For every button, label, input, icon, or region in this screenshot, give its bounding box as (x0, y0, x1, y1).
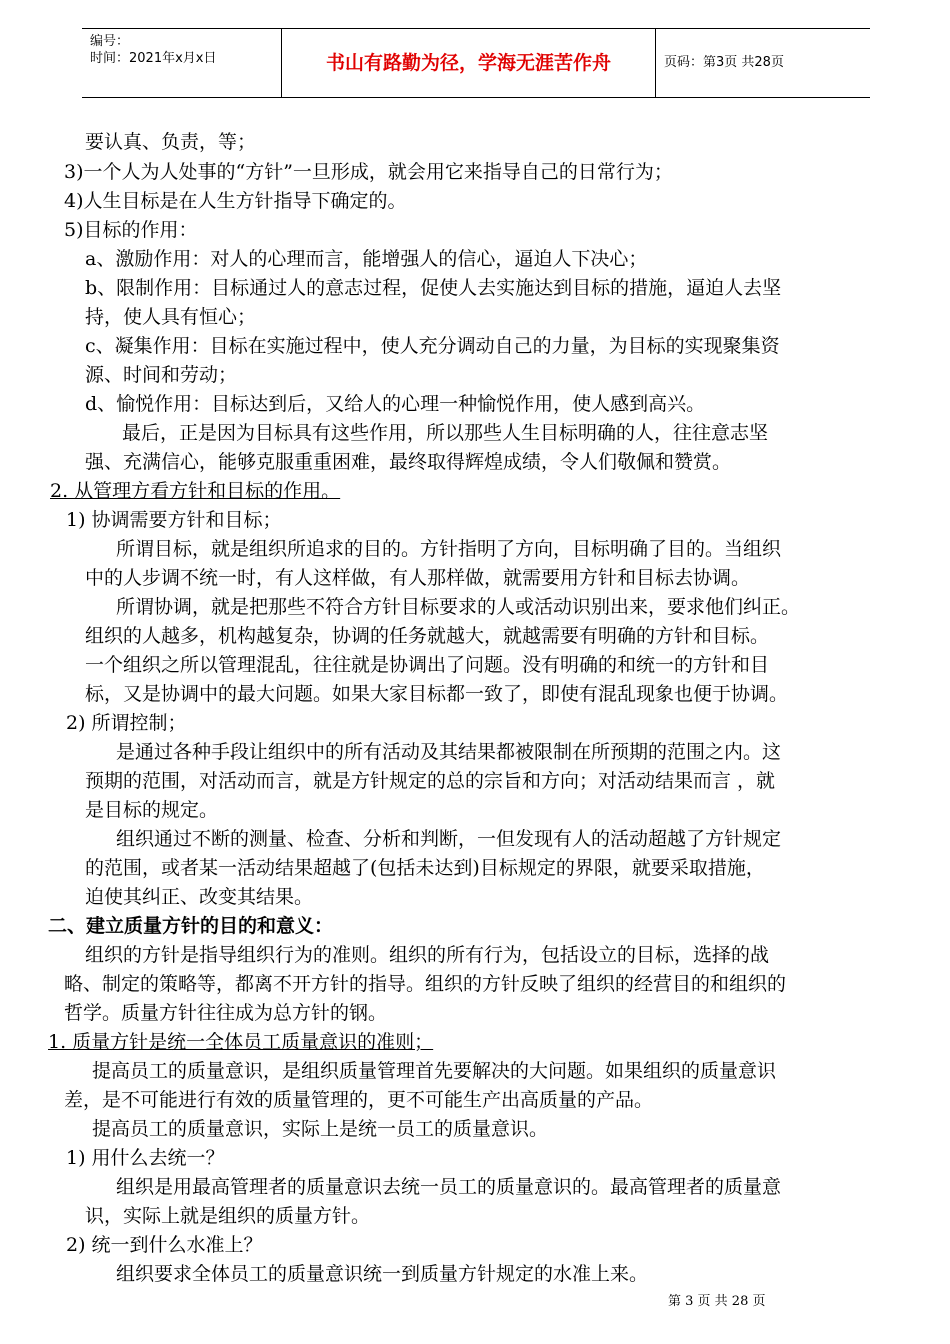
page-header (82, 28, 870, 98)
body-line: d、愉悦作用：目标达到后，又给人的心理一种愉悦作用，使人感到高兴。 (85, 393, 706, 415)
body-line: 哲学。质量方针往往成为总方针的钢。 (64, 1002, 388, 1024)
body-line: 组织是用最高管理者的质量意识去统一员工的质量意识的。最高管理者的质量意 (116, 1176, 782, 1198)
body-line: 识，实际上就是组织的质量方针。 (85, 1205, 371, 1227)
body-line: 组织要求全体员工的质量意识统一到质量方针规定的水准上来。 (116, 1263, 649, 1285)
header-page-info: 页码：第3页 共28页 (664, 55, 784, 70)
body-line: a、激励作用：对人的心理而言，能增强人的信心，逼迫人下决心； (85, 248, 648, 270)
body-line: 4)人生目标是在人生方针指导下确定的。 (64, 190, 407, 212)
header-meta (82, 29, 282, 97)
body-line: 是通过各种手段让组织中的所有活动及其结果都被限制在所预期的范围之内。这 (116, 741, 782, 763)
body-line: 强、充满信心，能够克服重重困难，最终取得辉煌成绩，令人们敬佩和赞赏。 (85, 451, 732, 473)
body-line: 是目标的规定。 (85, 799, 219, 821)
body-line: 持，使人具有恒心； (85, 306, 257, 328)
subsection-heading: 1) 用什么去统一？ (66, 1147, 225, 1169)
body-line: 5)目标的作用： (64, 219, 198, 241)
body-line: 标，又是协调中的最大问题。如果大家目标都一致了，即使有混乱现象也便于协调。 (85, 683, 789, 705)
subsection-heading: 2) 所谓控制； (66, 712, 187, 734)
body-line: 要认真、负责，等； (85, 131, 257, 153)
body-line: 中的人步调不统一时，有人这样做，有人那样做，就需要用方针和目标去协调。 (85, 567, 751, 589)
subsection-heading: 1) 协调需要方针和目标； (66, 509, 282, 531)
body-line: 差，是不可能进行有效的质量管理的，更不可能生产出高质量的产品。 (64, 1089, 654, 1111)
header-motto: 书山有路勤为径，学海无涯苦作舟 (282, 29, 656, 97)
body-line: 组织通过不断的测量、检查、分析和判断，一但发现有人的活动超越了方针规定 (116, 828, 782, 850)
body-line: 最后，正是因为目标具有这些作用，所以那些人生目标明确的人，往往意志坚 (122, 422, 769, 444)
subsection-heading: 2) 统一到什么水准上？ (66, 1234, 263, 1256)
body-line: 预期的范围，对活动而言，就是方针规定的总的宗旨和方向；对活动结果而言 ，就 (85, 770, 776, 792)
body-line: 所谓目标，就是组织所追求的目的。方针指明了方向，目标明确了目的。当组织 (116, 538, 782, 560)
body-line: 源、时间和劳动； (85, 364, 238, 386)
body-line: 3)一个人为人处事的“方针”一旦形成，就会用它来指导自己的日常行为； (64, 161, 673, 183)
body-line: 组织的人越多，机构越复杂，协调的任务就越大，就越需要有明确的方针和目标。 (85, 625, 770, 647)
body-line: 一个组织之所以管理混乱，往往就是协调出了问题。没有明确的和统一的方针和目 (85, 654, 770, 676)
body-line: 提高员工的质量意识，是组织质量管理首先要解决的大问题。如果组织的质量意识 (92, 1060, 777, 1082)
body-line: 的范围，或者某一活动结果超越了(包括未达到)目标规定的界限，就要采取措施， (85, 857, 765, 879)
body-line: b、限制作用：目标通过人的意志过程，促使人去实施达到目标的措施，逼迫人去坚 (85, 277, 782, 299)
body-line: 略、制定的策略等，都离不开方针的指导。组织的方针反映了组织的经营目的和组织的 (64, 973, 787, 995)
page-footer: 第 3 页 共 28 页 (668, 1294, 766, 1309)
time-label: 时间：2021年x月x日 (90, 51, 217, 66)
section-heading: 1. 质量方针是统一全体员工质量意识的准则； (48, 1031, 434, 1053)
number-label: 编号： (90, 34, 130, 49)
body-line: 组织的方针是指导组织行为的准则。组织的所有行为，包括设立的目标，选择的战 (85, 944, 770, 966)
body-line: 所谓协调，就是把那些不符合方针目标要求的人或活动识别出来，要求他们纠正。 (116, 596, 801, 618)
body-line: 迫使其纠正、改变其结果。 (85, 886, 314, 908)
body-line: c、凝集作用：目标在实施过程中，使人充分调动自己的力量，为目标的实现聚集资 (85, 335, 780, 357)
section-heading: 二、建立质量方针的目的和意义： (48, 915, 334, 937)
section-heading: 2. 从管理方看方针和目标的作用。 (50, 480, 341, 502)
body-line: 提高员工的质量意识，实际上是统一员工的质量意识。 (92, 1118, 549, 1140)
